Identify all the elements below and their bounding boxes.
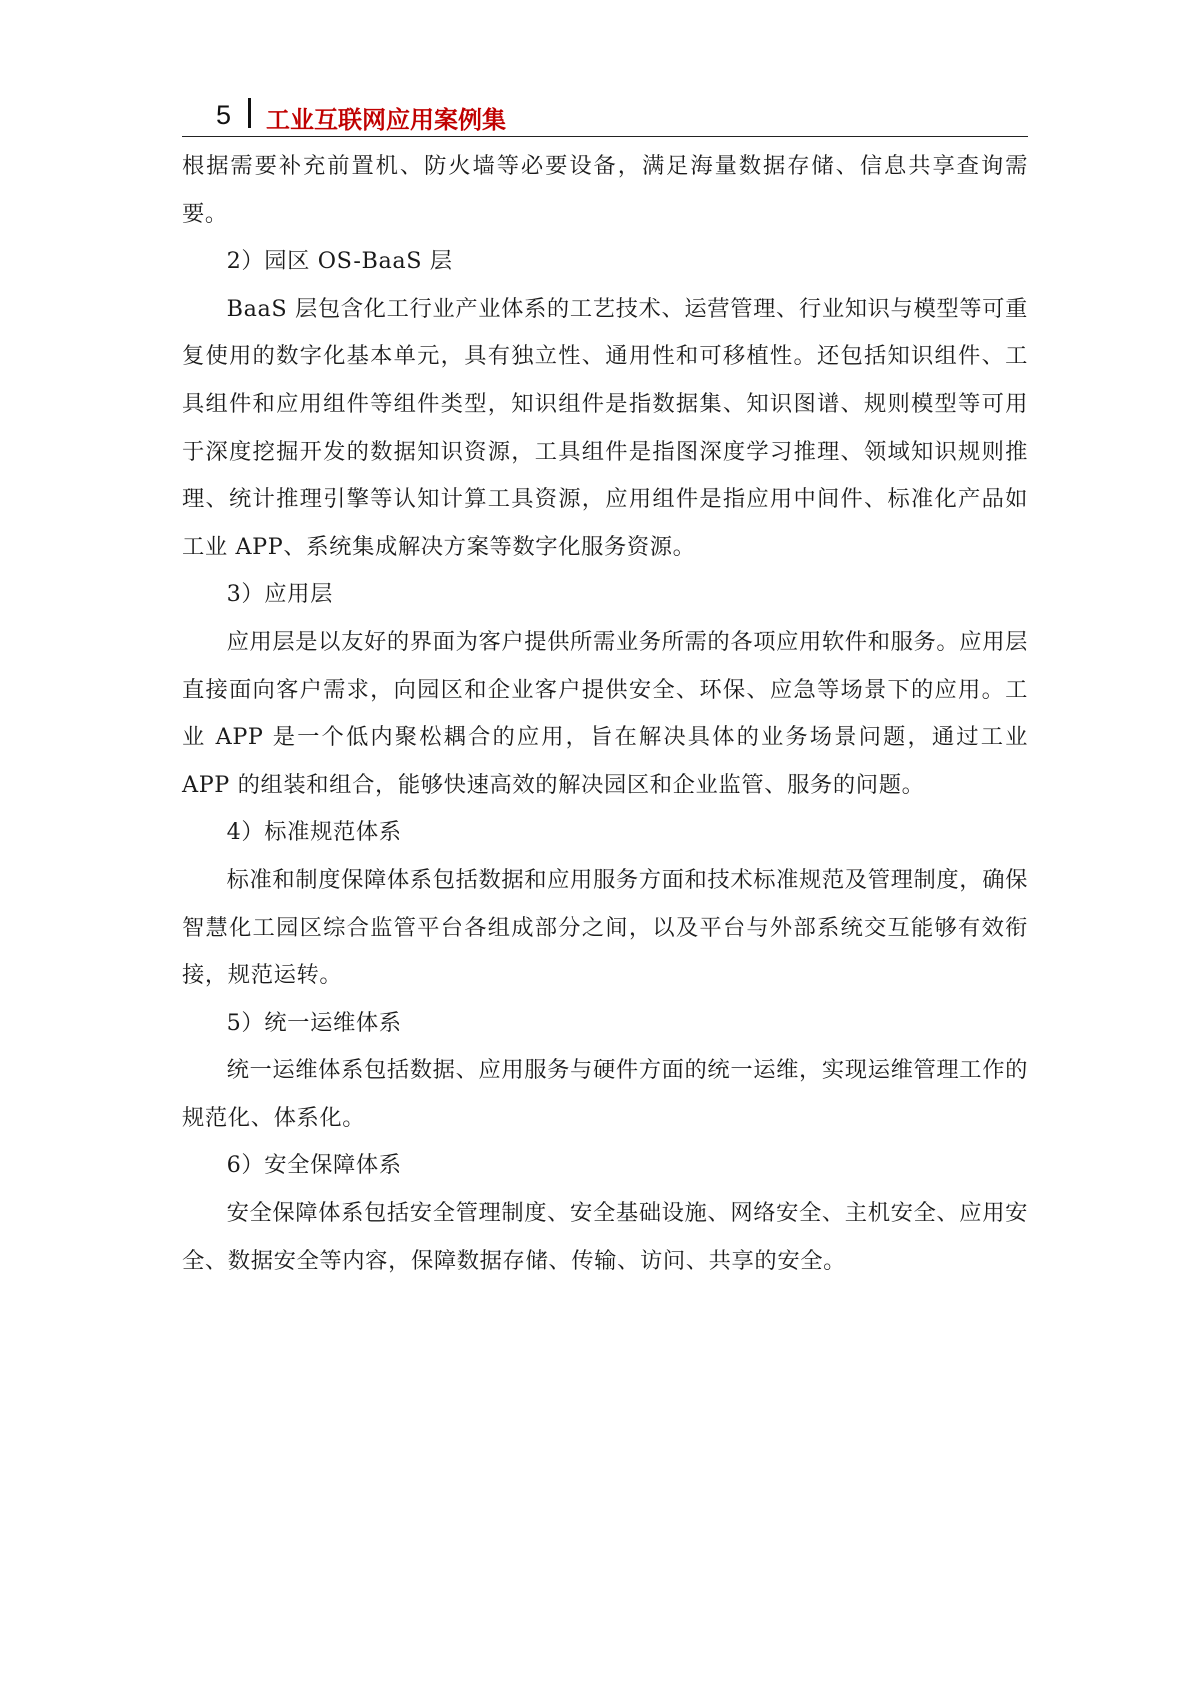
paragraph-baas: BaaS 层包含化工行业产业体系的工艺技术、运营管理、行业知识与模型等可重复使用的数字化基本单元，具有独立性、通用性和可移植性。还包括知识组件、工具组件和应用组件等组件类型，知识组件是指数据集、知识图谱、规则模型等可用于深度挖掘开发的数据知识资源，工具组件是指图深度学习推理、领域知识规则推理、统计推理引擎等认知计算工具资源，应用组件是指应用中间件、标准化产品如工业 APP、系统集成解决方案等数字化服务资源。 [182, 295, 1028, 560]
paragraph-continued: 根据需要补充前置机、防火墙等必要设备，满足海量数据存储、信息共享查询需要。 [182, 153, 1028, 227]
page-header [182, 96, 1028, 137]
paragraph-operations: 统一运维体系包括数据、应用服务与硬件方面的统一运维，实现运维管理工作的规范化、体系化。 [182, 1057, 1028, 1131]
section-heading-operations: 5）统一运维体系 [226, 1009, 402, 1036]
paragraph-security: 安全保障体系包括安全管理制度、安全基础设施、网络安全、主机安全、应用安全、数据安全等内容，保障数据存储、传输、访问、共享的安全。 [182, 1200, 1028, 1274]
page-body [182, 143, 1028, 1285]
page-number: 5 [216, 100, 232, 130]
section-heading-security: 6）安全保障体系 [226, 1152, 402, 1179]
paragraph-application: 应用层是以友好的界面为客户提供所需业务所需的各项应用软件和服务。应用层直接面向客户需求，向园区和企业客户提供安全、环保、应急等场景下的应用。工业 APP 是一个低内聚松耦合的应用，旨在解决具体的业务场景问题，通过工业 APP 的组装和组合，能够快速高效的解决园区和企业监管、服务的问题。 [182, 628, 1028, 798]
document-title: 工业互联网应用案例集 [266, 106, 506, 134]
section-heading-application: 3）应用层 [226, 581, 333, 608]
paragraph-standards: 标准和制度保障体系包括数据和应用服务方面和技术标准规范及管理制度，确保智慧化工园区综合监管平台各组成部分之间，以及平台与外部系统交互能够有效衔接，规范运转。 [182, 866, 1028, 989]
section-heading-standards: 4）标准规范体系 [226, 819, 402, 846]
header-separator [248, 98, 251, 128]
section-heading-baas: 2）园区 OS-BaaS 层 [226, 248, 453, 275]
